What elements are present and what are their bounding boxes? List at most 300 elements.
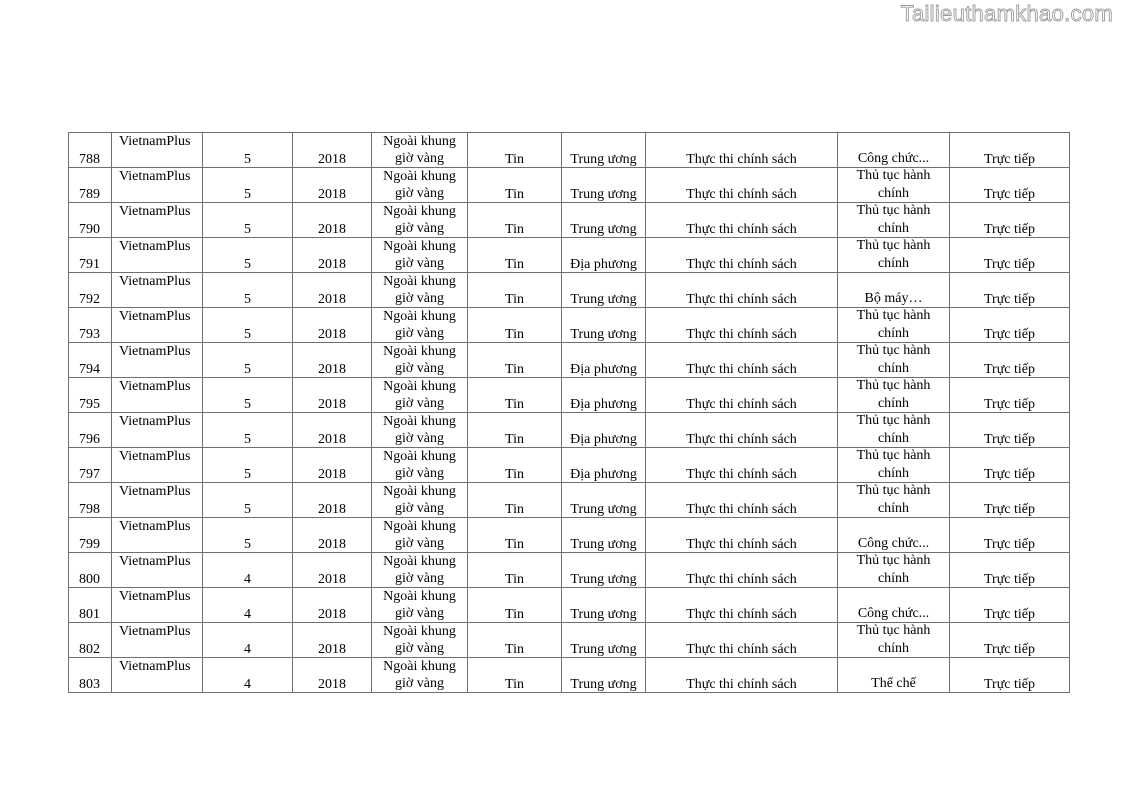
cell-format: [950, 518, 1070, 553]
cell-level-text: Địa phương: [570, 467, 637, 482]
cell-source-text: VietnamPlus: [119, 239, 191, 254]
cell-source-text: VietnamPlus: [119, 379, 191, 394]
cell-topic-text: Thực thi chính sách: [686, 362, 797, 377]
cell-month: [203, 413, 293, 448]
cell-year-text: 2018: [318, 257, 346, 272]
cell-time: [372, 203, 468, 238]
cell-month-text: 4: [244, 642, 251, 657]
cell-month: [203, 133, 293, 168]
cell-source: [112, 343, 203, 378]
cell-format-text: Trực tiếp: [983, 257, 1036, 272]
cell-time: [372, 518, 468, 553]
cell-type-text: Tin: [505, 537, 524, 552]
cell-level-text: Trung ương: [570, 677, 637, 692]
cell-type: [468, 378, 562, 413]
cell-time: [372, 168, 468, 203]
cell-category: [838, 168, 950, 203]
cell-type-text: Tin: [505, 257, 524, 272]
cell-format: [950, 448, 1070, 483]
table-row: [69, 133, 1070, 168]
cell-format-text: Trực tiếp: [983, 152, 1036, 167]
cell-year: [293, 483, 372, 518]
cell-level-text: Trung ương: [570, 572, 637, 587]
cell-format: [950, 343, 1070, 378]
cell-month-text: 5: [244, 362, 251, 377]
cell-no-text: 802: [79, 642, 100, 657]
cell-month-text: 5: [244, 257, 251, 272]
cell-type: [468, 203, 562, 238]
cell-level: [562, 448, 646, 483]
cell-no-text: 791: [79, 257, 100, 272]
cell-source: [112, 273, 203, 308]
cell-source-text: VietnamPlus: [119, 624, 191, 639]
cell-type: [468, 413, 562, 448]
cell-year: [293, 203, 372, 238]
cell-level-text: Địa phương: [570, 432, 637, 447]
cell-level: [562, 623, 646, 658]
cell-no: [69, 203, 112, 238]
cell-no: [69, 273, 112, 308]
cell-category-text: Bộ máy…: [864, 291, 923, 306]
cell-category-text: Thủ tục hành chính: [856, 203, 931, 236]
cell-format-text: Trực tiếp: [983, 397, 1036, 412]
cell-topic: [646, 518, 838, 553]
cell-category-text: Thủ tục hành chính: [856, 623, 931, 656]
cell-topic: [646, 413, 838, 448]
cell-topic: [646, 553, 838, 588]
cell-level: [562, 343, 646, 378]
cell-no: [69, 518, 112, 553]
cell-source: [112, 623, 203, 658]
cell-source: [112, 448, 203, 483]
cell-no-text: 790: [79, 222, 100, 237]
cell-type-text: Tin: [505, 187, 524, 202]
cell-time-text: Ngoài khung giờ vàng: [383, 624, 456, 656]
cell-format-text: Trực tiếp: [983, 187, 1036, 202]
cell-level: [562, 168, 646, 203]
cell-category: [838, 238, 950, 273]
cell-time: [372, 588, 468, 623]
cell-level-text: Trung ương: [570, 187, 637, 202]
cell-topic: [646, 133, 838, 168]
cell-source: [112, 378, 203, 413]
cell-source: [112, 658, 203, 693]
cell-month: [203, 343, 293, 378]
cell-category-text: Thủ tục hành chính: [856, 483, 931, 516]
cell-no: [69, 623, 112, 658]
cell-topic: [646, 168, 838, 203]
cell-no-text: 803: [79, 677, 100, 692]
cell-time-text: Ngoài khung giờ vàng: [383, 134, 456, 166]
cell-time-text: Ngoài khung giờ vàng: [383, 309, 456, 341]
cell-no: [69, 553, 112, 588]
cell-format-text: Trực tiếp: [983, 572, 1036, 587]
cell-source-text: VietnamPlus: [119, 204, 191, 219]
cell-level-text: Địa phương: [570, 397, 637, 412]
cell-level: [562, 518, 646, 553]
cell-category: [838, 203, 950, 238]
cell-source-text: VietnamPlus: [119, 589, 191, 604]
cell-level: [562, 238, 646, 273]
cell-topic: [646, 658, 838, 693]
table-row: [69, 378, 1070, 413]
cell-category: [838, 413, 950, 448]
cell-level: [562, 378, 646, 413]
cell-level-text: Trung ương: [570, 222, 637, 237]
cell-category: [838, 553, 950, 588]
table-row: [69, 623, 1070, 658]
cell-year: [293, 448, 372, 483]
cell-format: [950, 378, 1070, 413]
cell-source-text: VietnamPlus: [119, 449, 191, 464]
cell-source-text: VietnamPlus: [119, 519, 191, 534]
cell-type-text: Tin: [505, 292, 524, 307]
cell-category: [838, 588, 950, 623]
cell-year: [293, 658, 372, 693]
cell-type: [468, 518, 562, 553]
cell-time: [372, 238, 468, 273]
cell-no: [69, 378, 112, 413]
cell-time: [372, 378, 468, 413]
cell-category: [838, 483, 950, 518]
cell-format: [950, 273, 1070, 308]
cell-year: [293, 553, 372, 588]
cell-type: [468, 588, 562, 623]
cell-year: [293, 238, 372, 273]
cell-topic-text: Thực thi chính sách: [686, 467, 797, 482]
cell-year-text: 2018: [318, 327, 346, 342]
cell-format-text: Trực tiếp: [983, 222, 1036, 237]
cell-source: [112, 483, 203, 518]
cell-time-text: Ngoài khung giờ vàng: [383, 204, 456, 236]
table-row: [69, 273, 1070, 308]
cell-topic: [646, 448, 838, 483]
cell-type-text: Tin: [505, 467, 524, 482]
cell-month-text: 4: [244, 677, 251, 692]
cell-topic-text: Thực thi chính sách: [686, 642, 797, 657]
cell-source: [112, 238, 203, 273]
cell-year-text: 2018: [318, 432, 346, 447]
cell-no: [69, 448, 112, 483]
cell-time: [372, 553, 468, 588]
table-body: [69, 133, 1070, 693]
cell-month: [203, 553, 293, 588]
cell-year-text: 2018: [318, 362, 346, 377]
cell-year-text: 2018: [318, 467, 346, 482]
cell-year-text: 2018: [318, 222, 346, 237]
cell-category: [838, 308, 950, 343]
cell-level: [562, 553, 646, 588]
cell-no-text: 797: [79, 467, 100, 482]
table-row: [69, 658, 1070, 693]
cell-time: [372, 448, 468, 483]
cell-level: [562, 133, 646, 168]
cell-topic: [646, 378, 838, 413]
cell-year: [293, 588, 372, 623]
cell-time-text: Ngoài khung giờ vàng: [383, 449, 456, 481]
cell-year-text: 2018: [318, 187, 346, 202]
cell-time: [372, 308, 468, 343]
cell-source: [112, 588, 203, 623]
cell-no: [69, 308, 112, 343]
cell-category-text: Thủ tục hành chính: [856, 448, 931, 481]
cell-topic: [646, 483, 838, 518]
cell-topic-text: Thực thi chính sách: [686, 257, 797, 272]
cell-time: [372, 343, 468, 378]
cell-source: [112, 203, 203, 238]
table-row: [69, 203, 1070, 238]
cell-category: [838, 273, 950, 308]
table-row: [69, 308, 1070, 343]
data-table: [68, 132, 1070, 693]
cell-month-text: 5: [244, 152, 251, 167]
cell-format: [950, 238, 1070, 273]
cell-no-text: 788: [79, 152, 100, 167]
cell-source-text: VietnamPlus: [119, 274, 191, 289]
cell-format-text: Trực tiếp: [983, 502, 1036, 517]
table-row: [69, 518, 1070, 553]
cell-category: [838, 623, 950, 658]
cell-year-text: 2018: [318, 292, 346, 307]
cell-month: [203, 273, 293, 308]
cell-type: [468, 308, 562, 343]
cell-level-text: Địa phương: [570, 362, 637, 377]
cell-type-text: Tin: [505, 432, 524, 447]
cell-year: [293, 343, 372, 378]
cell-type: [468, 343, 562, 378]
table-row: [69, 553, 1070, 588]
cell-month: [203, 378, 293, 413]
cell-no: [69, 168, 112, 203]
cell-category: [838, 343, 950, 378]
cell-month-text: 5: [244, 222, 251, 237]
cell-type-text: Tin: [505, 327, 524, 342]
cell-category-text: Công chức...: [857, 606, 930, 621]
cell-format: [950, 133, 1070, 168]
cell-format-text: Trực tiếp: [983, 537, 1036, 552]
cell-time-text: Ngoài khung giờ vàng: [383, 239, 456, 271]
cell-topic: [646, 203, 838, 238]
cell-no-text: 800: [79, 572, 100, 587]
cell-year-text: 2018: [318, 642, 346, 657]
cell-month-text: 4: [244, 572, 251, 587]
cell-month: [203, 588, 293, 623]
cell-type: [468, 658, 562, 693]
cell-level-text: Trung ương: [570, 642, 637, 657]
table-row: [69, 588, 1070, 623]
cell-topic: [646, 308, 838, 343]
cell-time: [372, 133, 468, 168]
cell-source: [112, 518, 203, 553]
cell-year: [293, 168, 372, 203]
cell-time: [372, 413, 468, 448]
cell-category-text: Thủ tục hành chính: [856, 553, 931, 586]
cell-no: [69, 658, 112, 693]
cell-category: [838, 133, 950, 168]
cell-level-text: Trung ương: [570, 502, 637, 517]
cell-year-text: 2018: [318, 502, 346, 517]
cell-type-text: Tin: [505, 152, 524, 167]
watermark: Tailieuthamkhao.com: [900, 1, 1113, 26]
cell-year-text: 2018: [318, 572, 346, 587]
cell-topic-text: Thực thi chính sách: [686, 222, 797, 237]
cell-level: [562, 273, 646, 308]
cell-source: [112, 168, 203, 203]
cell-level-text: Trung ương: [570, 152, 637, 167]
cell-level-text: Trung ương: [570, 292, 637, 307]
cell-topic: [646, 588, 838, 623]
cell-source-text: VietnamPlus: [119, 344, 191, 359]
cell-topic: [646, 273, 838, 308]
cell-source: [112, 133, 203, 168]
cell-category-text: Thủ tục hành chính: [856, 308, 931, 341]
cell-month-text: 5: [244, 467, 251, 482]
cell-source-text: VietnamPlus: [119, 309, 191, 324]
cell-time-text: Ngoài khung giờ vàng: [383, 414, 456, 446]
cell-category-text: Thủ tục hành chính: [856, 168, 931, 201]
cell-no: [69, 413, 112, 448]
cell-format-text: Trực tiếp: [983, 292, 1036, 307]
cell-type-text: Tin: [505, 677, 524, 692]
cell-month-text: 5: [244, 397, 251, 412]
cell-month: [203, 238, 293, 273]
cell-no-text: 793: [79, 327, 100, 342]
cell-level: [562, 203, 646, 238]
cell-month: [203, 518, 293, 553]
cell-type: [468, 168, 562, 203]
cell-no: [69, 343, 112, 378]
cell-no-text: 794: [79, 362, 100, 377]
cell-category-text: Thủ tục hành chính: [856, 238, 931, 271]
cell-format-text: Trực tiếp: [983, 432, 1036, 447]
cell-time-text: Ngoài khung giờ vàng: [383, 379, 456, 411]
cell-month-text: 5: [244, 292, 251, 307]
cell-month-text: 4: [244, 607, 251, 622]
cell-no: [69, 133, 112, 168]
cell-type-text: Tin: [505, 502, 524, 517]
cell-time: [372, 658, 468, 693]
cell-year-text: 2018: [318, 677, 346, 692]
cell-source: [112, 308, 203, 343]
cell-category-text: Công chức...: [857, 536, 930, 551]
cell-month-text: 5: [244, 187, 251, 202]
cell-format: [950, 483, 1070, 518]
cell-no: [69, 588, 112, 623]
cell-topic-text: Thực thi chính sách: [686, 292, 797, 307]
cell-level: [562, 588, 646, 623]
cell-format-text: Trực tiếp: [983, 677, 1036, 692]
cell-month-text: 5: [244, 502, 251, 517]
cell-month: [203, 483, 293, 518]
cell-type: [468, 238, 562, 273]
cell-year: [293, 378, 372, 413]
cell-month: [203, 658, 293, 693]
cell-format-text: Trực tiếp: [983, 467, 1036, 482]
cell-format: [950, 658, 1070, 693]
cell-category: [838, 518, 950, 553]
cell-topic-text: Thực thi chính sách: [686, 432, 797, 447]
cell-year-text: 2018: [318, 607, 346, 622]
table-row: [69, 238, 1070, 273]
cell-year-text: 2018: [318, 397, 346, 412]
cell-year-text: 2018: [318, 537, 346, 552]
cell-type-text: Tin: [505, 572, 524, 587]
cell-level-text: Trung ương: [570, 327, 637, 342]
cell-topic-text: Thực thi chính sách: [686, 187, 797, 202]
cell-type: [468, 623, 562, 658]
cell-type: [468, 448, 562, 483]
cell-time-text: Ngoài khung giờ vàng: [383, 659, 456, 691]
cell-category-text: Thủ tục hành chính: [856, 343, 931, 376]
cell-topic-text: Thực thi chính sách: [686, 327, 797, 342]
cell-format-text: Trực tiếp: [983, 327, 1036, 342]
cell-year-text: 2018: [318, 152, 346, 167]
cell-type: [468, 553, 562, 588]
cell-time-text: Ngoài khung giờ vàng: [383, 519, 456, 551]
cell-format-text: Trực tiếp: [983, 642, 1036, 657]
cell-month-text: 5: [244, 327, 251, 342]
cell-year: [293, 308, 372, 343]
cell-source: [112, 553, 203, 588]
cell-month: [203, 203, 293, 238]
cell-source-text: VietnamPlus: [119, 169, 191, 184]
cell-topic-text: Thực thi chính sách: [686, 502, 797, 517]
cell-level-text: Địa phương: [570, 257, 637, 272]
cell-no: [69, 238, 112, 273]
cell-category-text: Thể chế: [871, 676, 916, 691]
cell-source-text: VietnamPlus: [119, 484, 191, 499]
table-row: [69, 483, 1070, 518]
cell-year: [293, 518, 372, 553]
table-row: [69, 448, 1070, 483]
cell-format: [950, 203, 1070, 238]
cell-time: [372, 623, 468, 658]
cell-time: [372, 273, 468, 308]
cell-type-text: Tin: [505, 362, 524, 377]
cell-no-text: 796: [79, 432, 100, 447]
cell-topic-text: Thực thi chính sách: [686, 537, 797, 552]
cell-source-text: VietnamPlus: [119, 414, 191, 429]
cell-source-text: VietnamPlus: [119, 134, 191, 149]
cell-type-text: Tin: [505, 642, 524, 657]
cell-category: [838, 448, 950, 483]
table-row: [69, 343, 1070, 378]
cell-topic-text: Thực thi chính sách: [686, 572, 797, 587]
cell-format: [950, 553, 1070, 588]
cell-time-text: Ngoài khung giờ vàng: [383, 589, 456, 621]
cell-no-text: 799: [79, 537, 100, 552]
cell-type-text: Tin: [505, 397, 524, 412]
cell-time-text: Ngoài khung giờ vàng: [383, 344, 456, 376]
cell-time-text: Ngoài khung giờ vàng: [383, 554, 456, 586]
cell-type: [468, 483, 562, 518]
cell-topic-text: Thực thi chính sách: [686, 607, 797, 622]
cell-year: [293, 413, 372, 448]
cell-year: [293, 623, 372, 658]
cell-type-text: Tin: [505, 607, 524, 622]
cell-format-text: Trực tiếp: [983, 607, 1036, 622]
cell-format: [950, 168, 1070, 203]
cell-no-text: 795: [79, 397, 100, 412]
cell-month-text: 5: [244, 432, 251, 447]
cell-topic: [646, 623, 838, 658]
cell-source: [112, 413, 203, 448]
cell-format: [950, 588, 1070, 623]
cell-format: [950, 623, 1070, 658]
cell-category-text: Công chức...: [857, 151, 930, 166]
cell-source-text: VietnamPlus: [119, 659, 191, 674]
cell-topic: [646, 238, 838, 273]
